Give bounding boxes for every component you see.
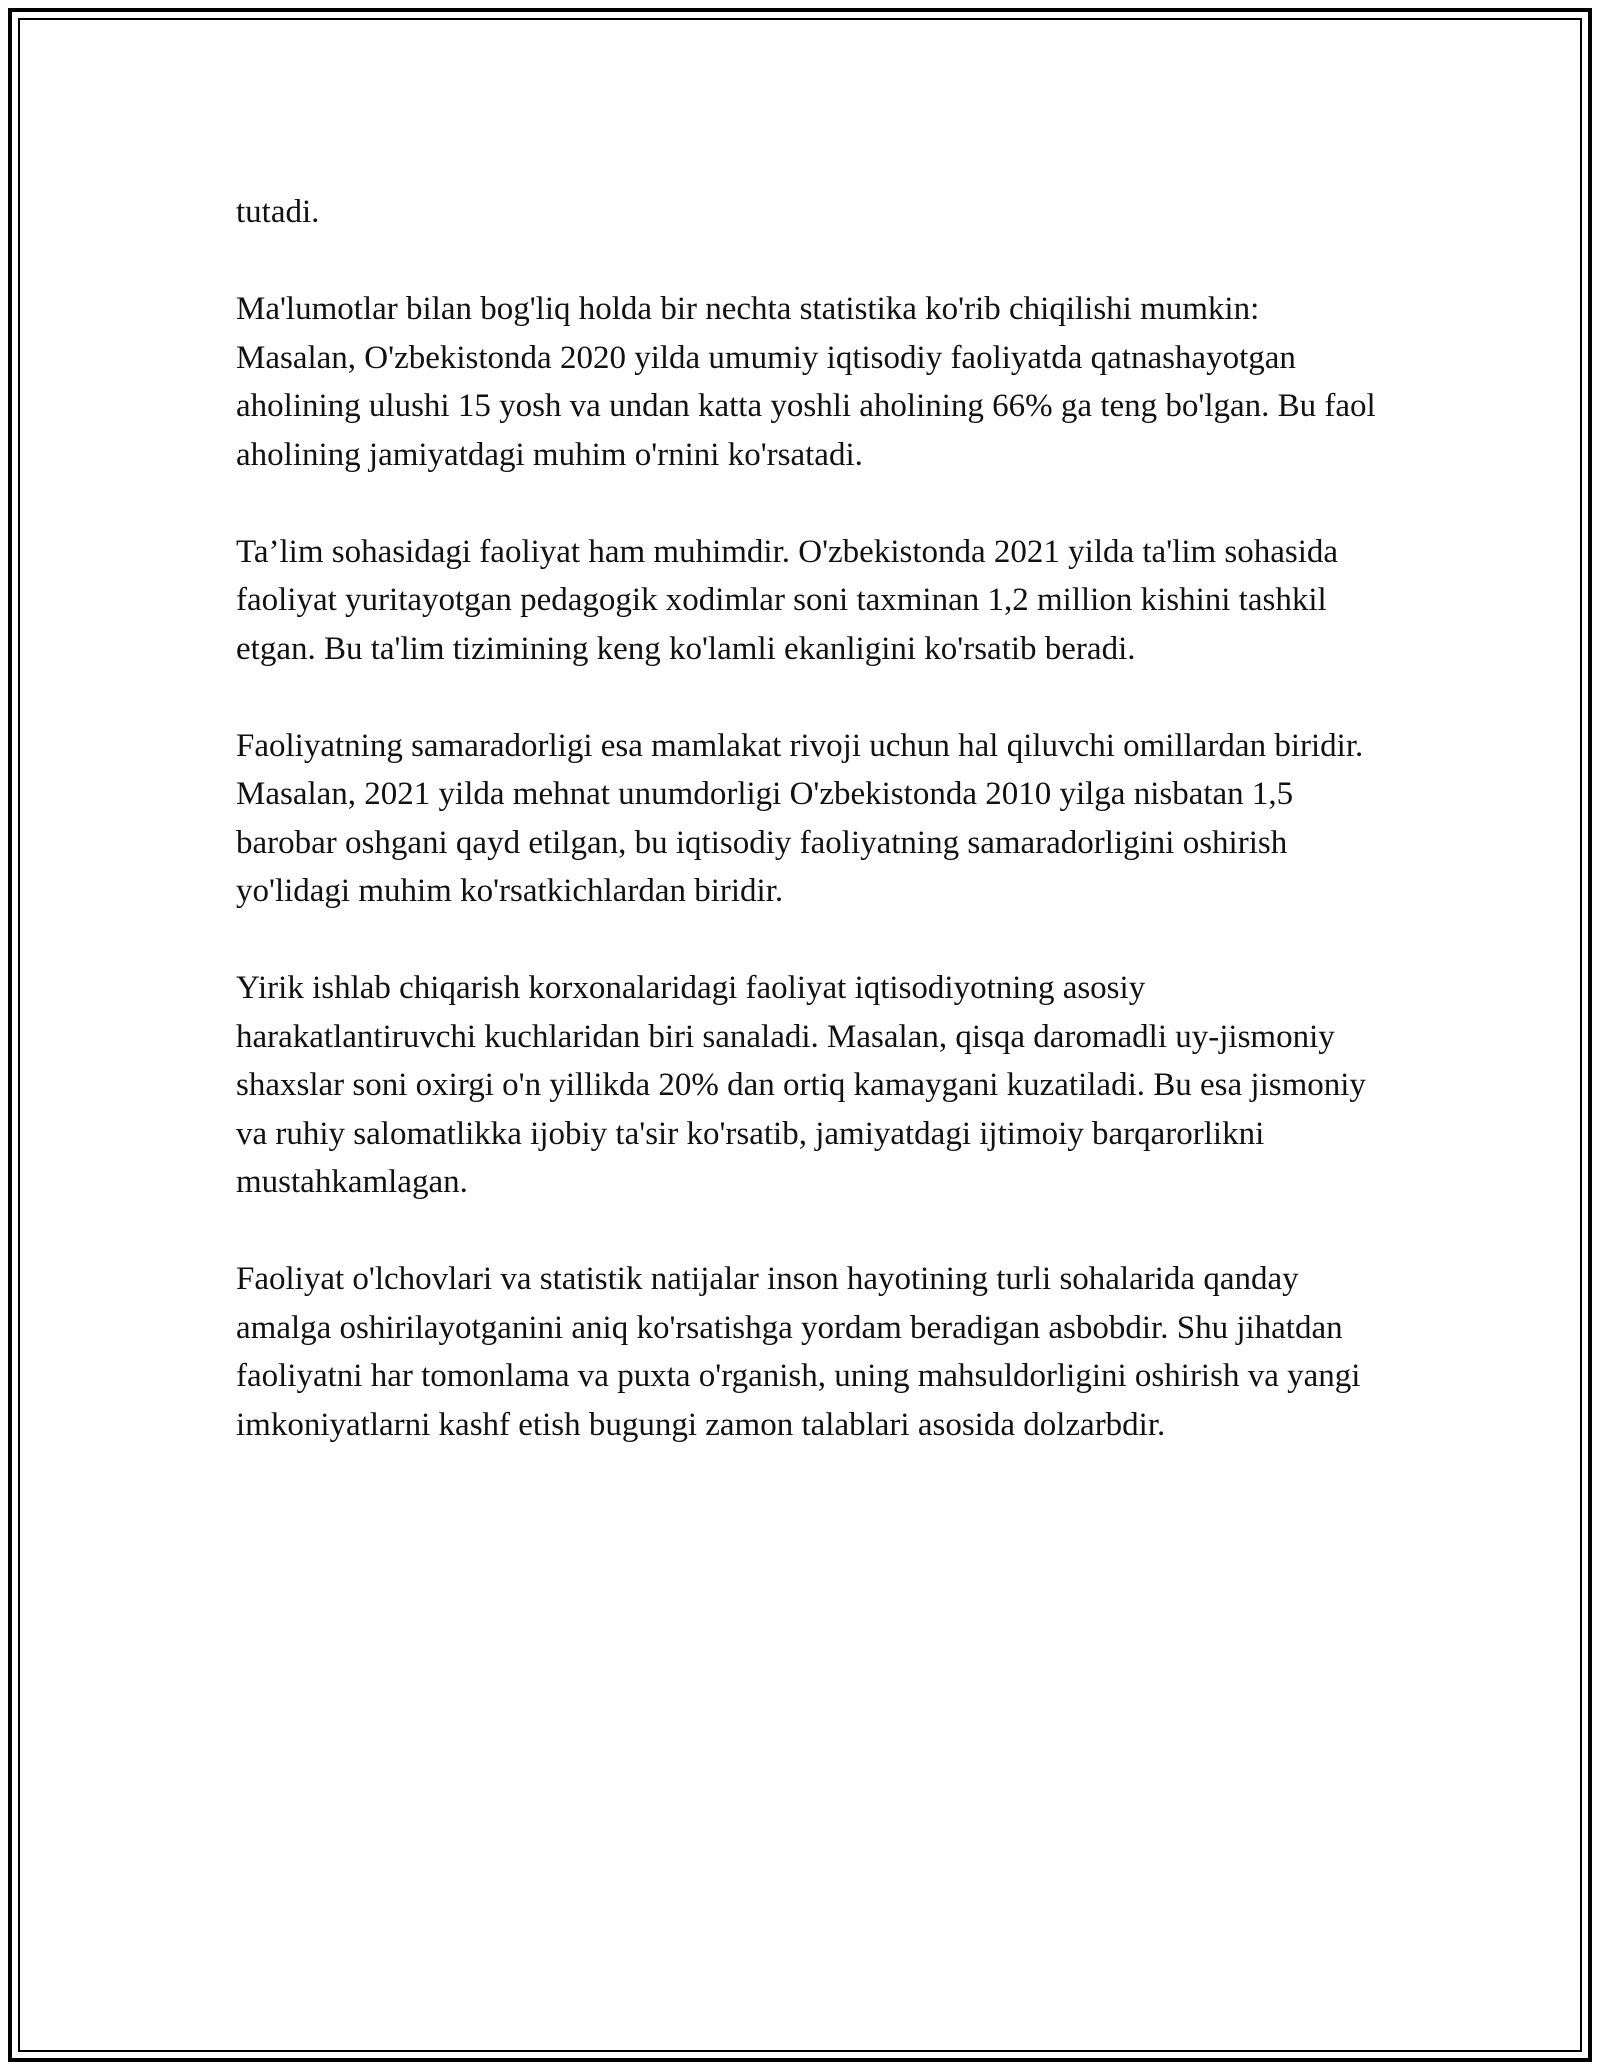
- paragraph-statistics: Ma'lumotlar bilan bog'liq holda bir nechta statistika ko'rib chiqilishi mumkin: Masalan, O'zbekistonda 2020 yilda umumiy iqtisodiy faoliyatda qatnashayotgan aholining ulushi 15 yosh va undan katta yoshli aholining 66% ga teng bo'lgan. Bu faol aholining jamiyatdagi muhim o'rnini ko'rsatadi.: [236, 291, 1376, 473]
- paragraph-continuation: tutadi.: [236, 194, 320, 230]
- paragraph-industry: Yirik ishlab chiqarish korxonalaridagi faoliyat iqtisodiyotning asosiy harakatlantiruvchi kuchlaridan biri sanaladi. Masalan, qisqa daromadli uy-jismoniy shaxslar soni oxirgi o'n yillikda 20% dan ortiq kamaygani kuzatiladi. Bu esa jismoniy va ruhiy salomatlikka ijobiy ta'sir ko'rsatib, jamiyatdagi ijtimoiy barqarorlikni mustahkamlagan.: [236, 970, 1366, 1200]
- paragraph-conclusion: Faoliyat o'lchovlari va statistik natijalar inson hayotining turli sohalarida qanday amalga oshirilayotganini aniq ko'rsatishga yordam beradigan asbobdir. Shu jihatdan faoliyatni har tomonlama va puxta o'rganish, uning mahsuldorligini oshirish va yangi imkoniyatlarni kashf etish bugungi zamon talablari asosida dolzarbdir.: [236, 1261, 1361, 1443]
- paragraph-education: Ta’lim sohasidagi faoliyat ham muhimdir. O'zbekistonda 2021 yilda ta'lim sohasida faoliyat yuritayotgan pedagogik xodimlar soni taxminan 1,2 million kishini tashkil etgan. Bu ta'lim tizimining keng ko'lamli ekanligini ko'rsatib beradi.: [236, 533, 1339, 667]
- paragraph-efficiency: Faoliyatning samaradorligi esa mamlakat rivoji uchun hal qiluvchi omillardan biridir. Masalan, 2021 yilda mehnat unumdorligi O'zbekistonda 2010 yilga nisbatan 1,5 barobar oshgani qayd etilgan, bu iqtisodiy faoliyatning samaradorligini oshirish yo'lidagi muhim ko'rsatkichlardan biridir.: [236, 727, 1364, 909]
- document-body: [236, 188, 1376, 1498]
